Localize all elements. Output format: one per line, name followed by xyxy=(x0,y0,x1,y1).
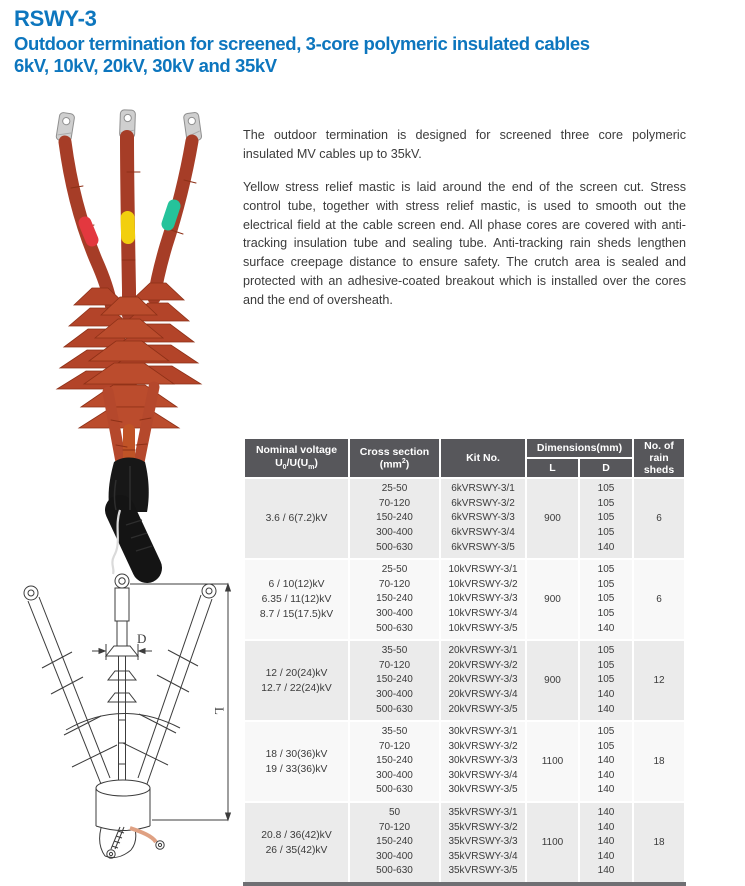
phase-band-yellow xyxy=(128,218,129,237)
header-dimension-d: D xyxy=(579,458,633,478)
length-cell: 900 xyxy=(526,478,579,559)
header-dimensions: Dimensions(mm) xyxy=(526,438,633,458)
diameter-cell-line: 140 xyxy=(597,836,615,848)
length-cell: 1100 xyxy=(526,802,579,884)
kit-no-cell xyxy=(440,478,526,559)
kit-no-cell-line: 10kVRSWY-3/4 xyxy=(448,607,518,619)
cross-section-cell-line: 500-630 xyxy=(376,784,413,796)
drawing-core-left xyxy=(24,586,117,784)
drawing-cylinder xyxy=(96,780,150,831)
cross-section-cell-line: 70-120 xyxy=(378,740,411,752)
cross-section-cell-line: 150-240 xyxy=(376,836,413,848)
kit-no-cell-line: 6kVRSWY-3/3 xyxy=(451,512,515,524)
table-row-group xyxy=(244,478,685,559)
table-row-group xyxy=(244,640,685,721)
dimension-drawing xyxy=(4,568,236,860)
cross-section-cell-line: 300-400 xyxy=(376,688,413,700)
kit-no-cell-line: 10kVRSWY-3/5 xyxy=(448,622,518,634)
diameter-cell-line: 105 xyxy=(597,578,615,590)
kit-no-cell xyxy=(440,802,526,884)
header-rain-sheds: No. of rain sheds xyxy=(633,438,685,478)
cross-section-cell-line: 150-240 xyxy=(376,755,413,767)
voltage-cell-line: 12 / 20(24)kV xyxy=(265,667,328,679)
kit-no-cell-line: 6kVRSWY-3/5 xyxy=(451,541,515,553)
phase-tubes xyxy=(65,137,196,315)
product-description xyxy=(243,126,686,324)
spec-table-body xyxy=(244,478,685,884)
kit-no-cell-line: 30kVRSWY-3/4 xyxy=(448,769,518,781)
length-cell: 1100 xyxy=(526,721,579,802)
voltage-cell-line: 12.7 / 22(24)kV xyxy=(261,682,332,694)
voltage-cell-line: 6.35 / 11(12)kV xyxy=(261,594,332,606)
breakout-and-cable xyxy=(109,458,152,575)
page-title-voltages: 6kV, 10kV, 20kV, 30kV and 35kV xyxy=(14,54,277,76)
diameter-cell-line: 105 xyxy=(597,512,615,524)
dimension-label-D: D xyxy=(137,631,147,646)
phase-band-green xyxy=(168,206,174,224)
diameter-cell-line: 140 xyxy=(597,865,615,877)
diameter-cell-line: 105 xyxy=(597,659,615,671)
voltage-cell-line: 18 / 30(36)kV xyxy=(265,748,328,760)
kit-no-cell-line: 6kVRSWY-3/2 xyxy=(451,497,515,509)
kit-no-cell-line: 20kVRSWY-3/3 xyxy=(448,674,518,686)
rain-sheds-cell: 18 xyxy=(633,802,685,884)
cross-section-cell-line: 25-50 xyxy=(381,483,408,495)
diameter-cell-line: 140 xyxy=(597,622,615,634)
diameter-cell xyxy=(579,478,633,559)
diameter-cell-line: 140 xyxy=(597,850,615,862)
cross-section-cell xyxy=(349,478,440,559)
rain-sheds xyxy=(57,283,201,428)
cross-section-cell-line: 150-240 xyxy=(376,512,413,524)
diameter-cell xyxy=(579,559,633,640)
cross-section-cell-line: 70-120 xyxy=(378,497,411,509)
diameter-cell-line: 140 xyxy=(597,541,615,553)
kit-no-cell-line: 35kVRSWY-3/2 xyxy=(448,821,518,833)
cross-section-cell xyxy=(349,721,440,802)
cross-section-cell-line: 300-400 xyxy=(376,526,413,538)
rain-sheds-cell: 18 xyxy=(633,721,685,802)
kit-no-cell-line: 10kVRSWY-3/2 xyxy=(448,578,518,590)
cross-section-cell-line: 500-630 xyxy=(376,865,413,877)
diameter-cell-line: 140 xyxy=(597,784,615,796)
kit-no-cell-line: 20kVRSWY-3/5 xyxy=(448,703,518,715)
cross-section-cell-line: 500-630 xyxy=(376,703,413,715)
cross-section-cell xyxy=(349,559,440,640)
diameter-cell-line: 105 xyxy=(597,564,615,576)
kit-no-cell-line: 6kVRSWY-3/4 xyxy=(451,526,515,538)
rain-sheds-cell: 6 xyxy=(633,478,685,559)
header-cross-section: Cross section $(mm^2)$ xyxy=(349,438,440,478)
cross-section-cell-line: 35-50 xyxy=(381,726,408,738)
cross-section-cell xyxy=(349,802,440,884)
voltage-cell xyxy=(244,478,349,559)
page-title: Outdoor termination for screened, 3-core polymeric insulated cables xyxy=(14,33,590,55)
kit-no-cell xyxy=(440,721,526,802)
kit-no-cell-line: 30kVRSWY-3/5 xyxy=(448,784,518,796)
drawing-earth-wires xyxy=(100,827,165,858)
diameter-cell-line: 140 xyxy=(597,769,615,781)
drawing-core-center xyxy=(106,574,138,780)
cross-section-cell-line: 500-630 xyxy=(376,622,413,634)
diameter-cell-line: 105 xyxy=(597,645,615,657)
kit-no-cell-line: 35kVRSWY-3/4 xyxy=(448,850,518,862)
diameter-cell-line: 140 xyxy=(597,821,615,833)
kit-no-cell-line: 10kVRSWY-3/1 xyxy=(448,564,518,576)
diameter-cell xyxy=(579,640,633,721)
product-photo-illustration xyxy=(8,110,238,575)
spec-table-container xyxy=(243,437,684,886)
diameter-cell-line: 105 xyxy=(597,607,615,619)
cross-section-cell-line: 500-630 xyxy=(376,541,413,553)
product-photo xyxy=(8,110,238,575)
cross-section-cell-line: 300-400 xyxy=(376,607,413,619)
cross-section-cell-line: 300-400 xyxy=(376,850,413,862)
voltage-cell xyxy=(244,559,349,640)
cross-section-cell xyxy=(349,640,440,721)
kit-no-cell-line: 20kVRSWY-3/1 xyxy=(448,645,518,657)
diameter-cell-line: 140 xyxy=(597,755,615,767)
phase-band-red xyxy=(85,223,92,240)
dimension-label-L: L xyxy=(212,707,227,715)
length-cell: 900 xyxy=(526,559,579,640)
voltage-cell xyxy=(244,802,349,884)
cross-section-cell-line: 70-120 xyxy=(378,821,411,833)
description-paragraph-1: The outdoor termination is designed for screened three core polymeric insulated MV cables up to 35kV. xyxy=(243,128,686,161)
technical-drawing xyxy=(4,568,236,860)
voltage-cell-line: 8.7 / 15(17.5)kV xyxy=(259,609,334,621)
rain-sheds-cell: 12 xyxy=(633,640,685,721)
voltage-cell-line: 6 / 10(12)kV xyxy=(268,579,325,591)
kit-no-cell-line: 35kVRSWY-3/5 xyxy=(448,865,518,877)
diameter-cell-line: 140 xyxy=(597,807,615,819)
product-model: RSWY-3 xyxy=(14,6,97,31)
description-paragraph-2: Yellow stress relief mastic is laid around the end of the screen cut. Stress control tube, together with stress relief mastic, is used to smooth out the electrical field at the cable screen end. All phase cores are covered with anti-tracking insulation tube and sealing tube. Anti-tracking rain sheds lengthen surface creepage distance to ensure safety. The crutch area is sealed and protected with an adhesive-coated breakout which is installed over the cores and the end of oversheath. xyxy=(243,179,686,308)
table-row-group xyxy=(244,559,685,640)
spec-table-head xyxy=(244,438,685,478)
crutch-arc xyxy=(66,713,180,730)
diameter-cell-line: 105 xyxy=(597,726,615,738)
kit-no-cell-line: 6kVRSWY-3/1 xyxy=(451,483,515,495)
cross-section-cell-line: 300-400 xyxy=(376,769,413,781)
cross-section-cell-line: 50 xyxy=(388,807,401,819)
diameter-cell-line: 105 xyxy=(597,497,615,509)
voltage-cell xyxy=(244,640,349,721)
kit-no-cell xyxy=(440,640,526,721)
diameter-cell-line: 105 xyxy=(597,674,615,686)
header-kit-no: Kit No. xyxy=(440,438,526,478)
dimension-line-L xyxy=(130,584,230,820)
kit-no-cell-line: 30kVRSWY-3/1 xyxy=(448,726,518,738)
kit-no-cell-line: 20kVRSWY-3/4 xyxy=(448,688,518,700)
length-cell: 900 xyxy=(526,640,579,721)
cross-section-cell-line: 35-50 xyxy=(381,645,408,657)
spec-table xyxy=(243,437,686,886)
kit-no-cell-line: 35kVRSWY-3/1 xyxy=(448,807,518,819)
cross-section-cell-line: 70-120 xyxy=(378,659,411,671)
diameter-cell-line: 105 xyxy=(597,593,615,605)
header-dimension-l: L xyxy=(526,458,579,478)
diameter-cell-line: 140 xyxy=(597,703,615,715)
kit-no-cell-line: 30kVRSWY-3/2 xyxy=(448,740,518,752)
cross-section-cell-line: 150-240 xyxy=(376,674,413,686)
page-header xyxy=(14,6,734,77)
kit-no-cell xyxy=(440,559,526,640)
drawing-core-right xyxy=(123,584,216,784)
diameter-cell-line: 105 xyxy=(597,740,615,752)
kit-no-cell-line: 10kVRSWY-3/3 xyxy=(448,593,518,605)
voltage-cell-line: 3.6 / 6(7.2)kV xyxy=(265,513,328,525)
diameter-cell xyxy=(579,802,633,884)
diameter-cell-line: 105 xyxy=(597,526,615,538)
kit-no-cell-line: 20kVRSWY-3/2 xyxy=(448,659,518,671)
cross-section-cell-line: 150-240 xyxy=(376,593,413,605)
cross-section-cell-line: 25-50 xyxy=(381,564,408,576)
diameter-cell-line: 105 xyxy=(597,483,615,495)
diameter-cell xyxy=(579,721,633,802)
table-row-group xyxy=(244,802,685,884)
voltage-cell-line: 26 / 35(42)kV xyxy=(265,844,328,856)
header-nominal-voltage: Nominal voltage $U_0/U(U_m)$ xyxy=(244,438,349,478)
kit-no-cell-line: 30kVRSWY-3/3 xyxy=(448,755,518,767)
kit-no-cell-line: 35kVRSWY-3/3 xyxy=(448,836,518,848)
voltage-cell-line: 20.8 / 36(42)kV xyxy=(261,829,332,841)
diameter-cell-line: 140 xyxy=(597,688,615,700)
cross-section-cell-line: 70-120 xyxy=(378,578,411,590)
rain-sheds-cell: 6 xyxy=(633,559,685,640)
voltage-cell-line: 19 / 33(36)kV xyxy=(265,763,328,775)
voltage-cell xyxy=(244,721,349,802)
table-row-group xyxy=(244,721,685,802)
